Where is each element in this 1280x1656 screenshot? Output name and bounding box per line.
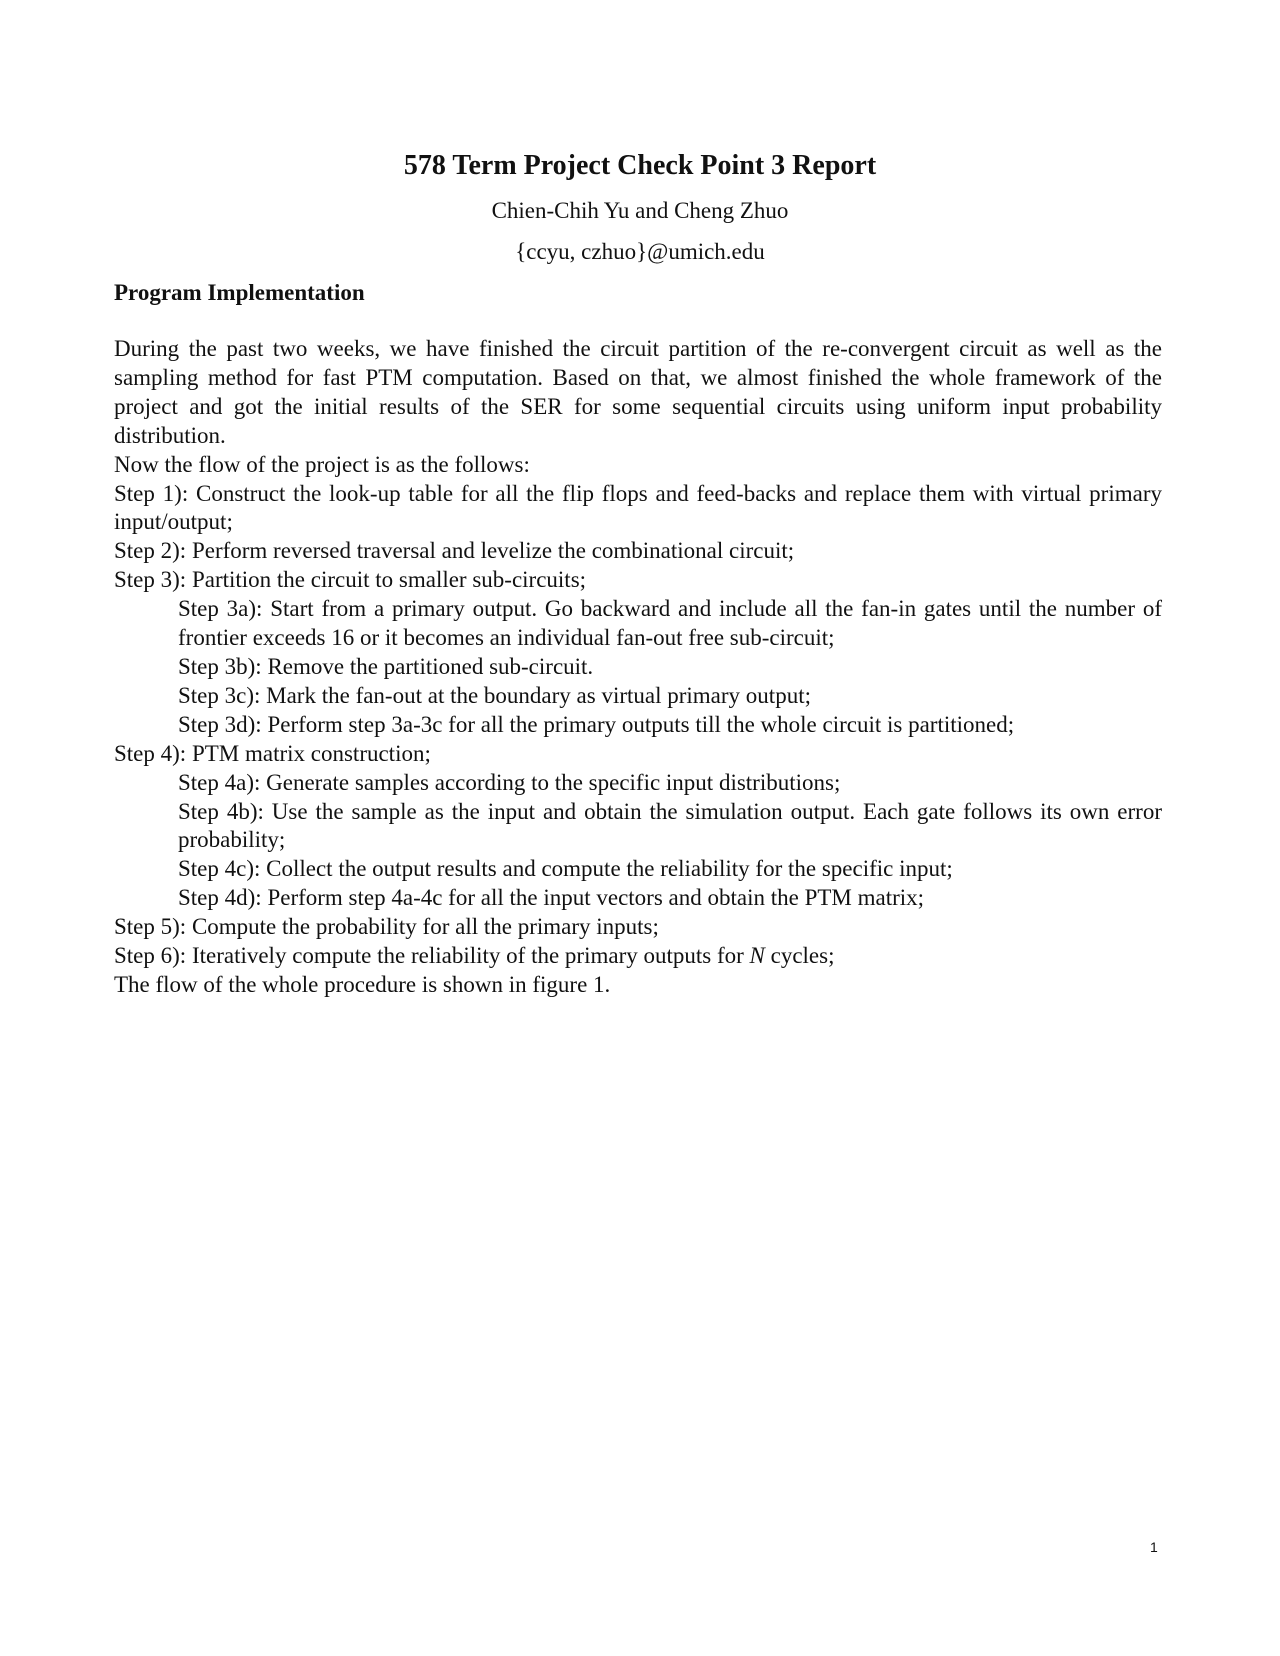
- step-5: Step 5): Compute the probability for all the primary inputs;: [114, 914, 659, 940]
- step-3c: Step 3c): Mark the fan-out at the boundary as virtual primary output;: [178, 682, 811, 708]
- intro-paragraph: During the past two weeks, we have finished the circuit partition of the re-convergent circuit as well as the sampling method for fast PTM computation. Based on that, we almost finished the whole framework of the project and got the initial results of the SER for some sequential circuits using uniform input probability distribution.: [114, 336, 1162, 448]
- section-body: [114, 335, 1162, 1000]
- section-heading: Program Implementation: [114, 280, 365, 305]
- flow-intro: Now the flow of the project is as the follows:: [114, 451, 530, 477]
- step-6-text-before: Step 6): Iteratively compute the reliability of the primary outputs for: [114, 943, 750, 969]
- closing-line: The flow of the whole procedure is shown in figure 1.: [114, 971, 611, 997]
- step-4d: Step 4d): Perform step 4a-4c for all the input vectors and obtain the PTM matrix;: [178, 885, 925, 911]
- step-1: Step 1): Construct the look-up table for all the flip flops and feed-backs and replace them with virtual primary input/output;: [114, 480, 1162, 535]
- step-6-text-after: cycles;: [764, 943, 835, 969]
- page-number: 1: [1150, 1539, 1158, 1555]
- step-4a: Step 4a): Generate samples according to the specific input distributions;: [178, 769, 841, 795]
- document-title: 578 Term Project Check Point 3 Report: [403, 150, 877, 181]
- step-4c: Step 4c): Collect the output results and compute the reliability for the specific input;: [178, 856, 953, 882]
- step-4b: Step 4b): Use the sample as the input and obtain the simulation output. Each gate follows its own error probability;: [178, 798, 1162, 853]
- author-line: Chien-Chih Yu and Cheng Zhuo: [491, 198, 789, 223]
- step-2: Step 2): Perform reversed traversal and levelize the combinational circuit;: [114, 538, 795, 564]
- step-3b: Step 3b): Remove the partitioned sub-circuit.: [178, 653, 594, 679]
- step-3d: Step 3d): Perform step 3a-3c for all the primary outputs till the whole circuit is partitioned;: [178, 711, 1015, 737]
- step-6-italic-n: N: [749, 943, 765, 969]
- step-6: [114, 942, 1162, 971]
- email-line: {ccyu, czhuo}@umich.edu: [515, 239, 765, 264]
- step-4: Step 4): PTM matrix construction;: [114, 740, 431, 766]
- step-3: Step 3): Partition the circuit to smaller sub-circuits;: [114, 567, 587, 593]
- step-3a: Step 3a): Start from a primary output. Go backward and include all the fan-in gates until the number of frontier exceeds 16 or it becomes an individual fan-out free sub-circuit;: [178, 596, 1162, 651]
